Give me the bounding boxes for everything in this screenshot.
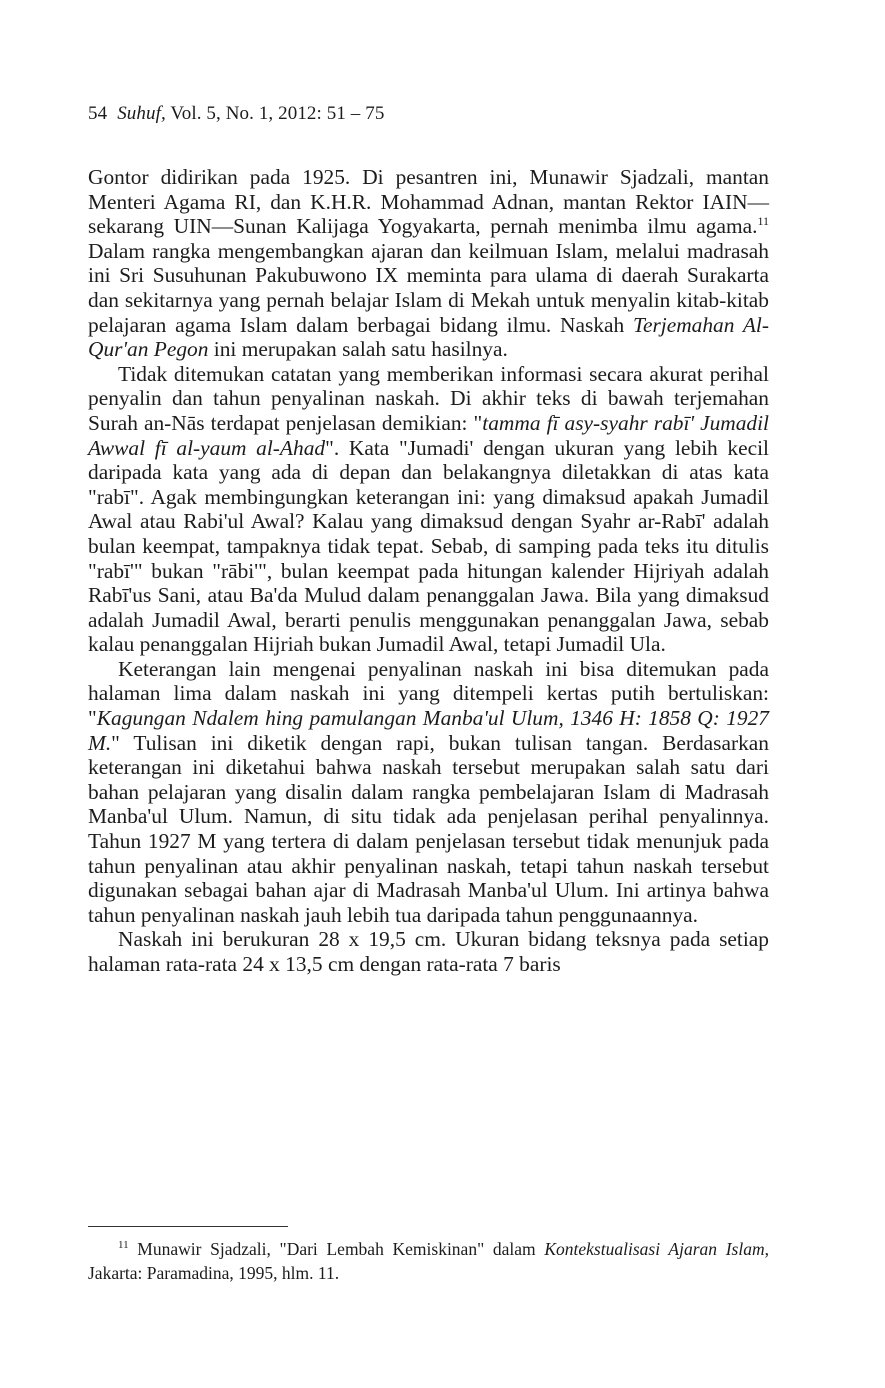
p1-italic-title: Terjemahan Al-Qur'an Pegon — [88, 312, 769, 362]
volume-info: Vol. 5, No. 1, 2012: 51 – 75 — [170, 103, 385, 124]
footnote — [88, 1237, 769, 1285]
body-text — [88, 165, 769, 977]
footnote-text-b: , Jakarta: Paramadina, 1995, hlm. 11. — [88, 1239, 769, 1283]
running-header — [88, 103, 384, 125]
p1-text-c: ini merupakan salah satu hasilnya. — [208, 337, 508, 362]
footnote-number: 11 — [118, 1239, 129, 1251]
p2-text-a: Tidak ditemukan catatan yang memberikan informasi secara akurat perihal penyalin dan tahun penyalinan naskah. Di akhir teks di bawah terjemahan Surah an-Nās terdapat penjelasan demikian: " — [88, 361, 769, 435]
paragraph-1 — [88, 165, 769, 362]
p2-text-b: ". Kata "Jumadi' dengan ukuran yang lebih kecil daripada kata yang ada di depan dan belakangnya diletakkan di atas kata "rabī". Agak membingungkan keterangan ini: yang dimaksud apakah Jumadil Awal atau Rabi'ul Awal? Kalau yang dimaksud dengan Syahr ar-Rabī' adalah bulan keempat, tampaknya tidak tepat. Sebab, di samping pada teks itu ditulis "rabī'" bukan "rābi'", bulan keempat pada hitungan kalender Hijriyah adalah Rabī'us Sani, atau Ba'da Mulud dalam penanggalan Jawa. Bila yang dimaksud adalah Jumadil Awal, berarti penulis menggunakan penanggalan Jawa, sebab kalau penanggalan Hijriah bukan Jumadil Awal, tetapi Jumadil Ula. — [88, 435, 769, 657]
page-number: 54 — [88, 103, 108, 124]
p1-text-a: Gontor didirikan pada 1925. Di pesantren ini, Munawir Sjadzali, mantan Menteri Agama RI, dan K.H.R. Mohammad Adnan, mantan Rektor IAIN—sekarang UIN—Sunan Kalijaga Yogyakarta, pernah menimba ilmu agama. — [88, 165, 769, 239]
footnote-ref: 11 — [757, 214, 769, 229]
footnote-book-title: Kontekstualisasi Ajaran Islam — [544, 1239, 765, 1259]
footnote-text-a: Munawir Sjadzali, "Dari Lembah Kemiskinan" dalam — [128, 1239, 545, 1259]
paragraph-3 — [88, 657, 769, 928]
p3-text-b: " Tulisan ini diketik dengan rapi, bukan tulisan tangan. Berdasarkan keterangan ini diketahui bahwa naskah tersebut merupakan salah satu dari bahan pelajaran yang disalin dalam rangka pembelajaran Islam di Madrasah Manba'ul Ulum. Namun, di situ tidak ada penjelasan perihal penyalinnya. Tahun 1927 M yang tertera di dalam penjelasan tersebut tidak menunjuk pada tahun penyalinan atau akhir penyalinan naskah, tetapi tahun naskah tersebut digunakan sebagai bahan ajar di Madrasah Manba'ul Ulum. Ini artinya bahwa tahun penyalinan naskah jauh lebih tua daripada tahun penggunaannya. — [88, 730, 769, 927]
p4-text: Naskah ini berukuran 28 x 19,5 cm. Ukuran bidang teksnya pada setiap halaman rata-rata 24 x 13,5 cm dengan rata-rata 7 baris — [88, 927, 769, 976]
paragraph-2 — [88, 362, 769, 657]
footnote-rule — [88, 1226, 288, 1227]
p3-text-a: Keterangan lain mengenai penyalinan naskah ini bisa ditemukan pada halaman lima dalam naskah ini yang ditempeli kertas putih bertuliskan: " — [88, 656, 769, 731]
journal-title: Suhuf, — [117, 103, 166, 124]
footnote-text — [88, 1237, 769, 1285]
p2-italic-quote: tamma fī asy-syahr rabī' Jumadil Awwal fī al-yaum al-Ahad — [88, 410, 769, 460]
paragraph-4 — [88, 927, 769, 976]
p3-italic-quote: Kagungan Ndalem hing pamulangan Manba'ul Ulum, 1346 H: 1858 Q: 1927 M. — [88, 706, 769, 755]
p1-text-b: Dalam rangka mengembangkan ajaran dan keilmuan Islam, melalui madrasah ini Sri Susuhunan Pakubuwono IX meminta para ulama di daerah Surakarta dan sekitarnya yang pernah belajar Islam di Mekah untuk menyalin kitab-kitab pelajaran agama Islam dalam berbagai bidang ilmu. Naskah — [88, 238, 769, 337]
